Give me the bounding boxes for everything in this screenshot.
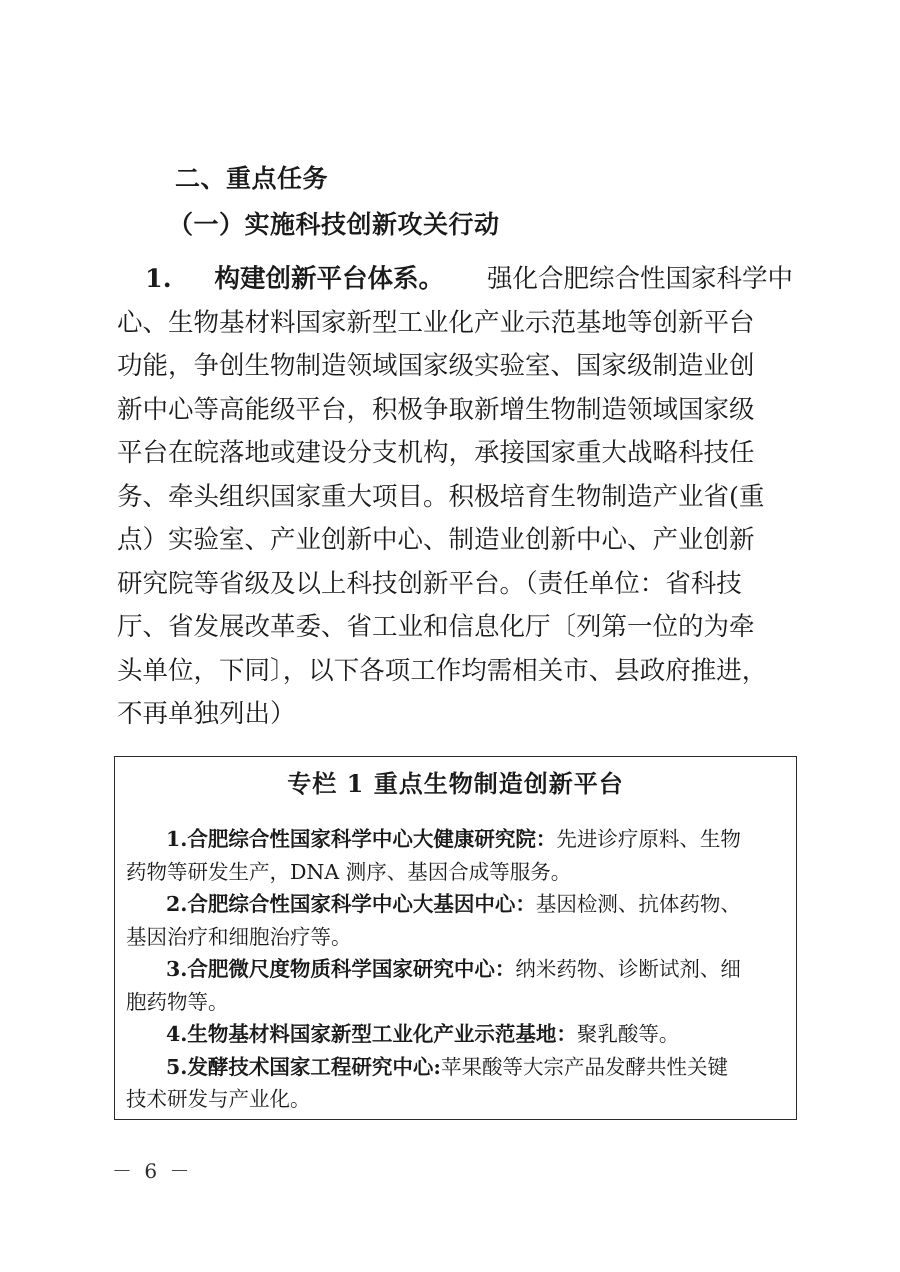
callout-item-number: 1. (166, 827, 188, 851)
body-line: 新中心等高能级平台，积极争取新增生物制造领域国家级 (117, 394, 755, 425)
body-line: 务、牵头组织国家重大项目。积极培育生物制造产业省(重 (117, 481, 765, 512)
list-item (126, 1018, 787, 1051)
callout-item-desc: 苹果酸等大宗产品发酵共性关键 (440, 1054, 728, 1079)
body-paragraph (117, 258, 793, 737)
body-line: 研究院等省级及以上科技创新平台。（责任单位：省科技 (117, 568, 742, 599)
callout-item-desc: 基因检测、抗体药物、 (535, 892, 741, 916)
callout-item-name: 生物基材料国家新型工业化产业示范基地： (187, 1022, 577, 1046)
callout-item-desc-cont: 药物等研发生产，DNA 测序、基因合成等服务。 (126, 859, 572, 884)
body-line: 不再单独列出） (117, 699, 296, 729)
callout-item-name: 合肥综合性国家科学中心大基因中心： (187, 892, 536, 916)
subsection-heading: （一）实施科技创新攻关行动 (168, 210, 500, 239)
body-line: 点）实验室、产业创新中心、制造业创新中心、产业创新 (117, 525, 755, 555)
callout-item-desc-cont: 基因治疗和细胞治疗等。 (126, 924, 352, 949)
list-item (126, 823, 787, 888)
body-line: 心、生物基材料国家新型工业化产业示范基地等创新平台 (117, 307, 755, 338)
callout-item-name: 合肥微尺度物质科学国家研究中心： (187, 957, 516, 981)
callout-item-number: 5. (166, 1054, 188, 1079)
body-line: 厅、省发展改革委、省工业和信息化厅〔列第一位的为牵 (117, 612, 755, 642)
body-line: 平台在皖落地或建设分支机构，承接国家重大战略科技任 (117, 438, 755, 468)
callout-item-head (126, 888, 787, 921)
callout-body (115, 823, 796, 1116)
callout-item-head (126, 823, 787, 856)
list-item (126, 888, 787, 953)
callout-item-number: 4. (166, 1022, 188, 1046)
callout-item-head (126, 1051, 787, 1084)
callout-item-desc: 先进诊疗原料、生物 (556, 827, 741, 851)
callout-item-head (126, 953, 787, 986)
callout-item-desc-cont: 胞药物等。 (126, 989, 229, 1014)
body-item-number: 1. (145, 264, 172, 294)
page-number: － 6 － (112, 1159, 193, 1183)
list-item (126, 1051, 787, 1116)
callout-item-desc-cont: 技术研发与产业化。 (126, 1087, 311, 1111)
callout-box (114, 756, 797, 1120)
body-line-text: 强化合肥综合性国家科学中 (486, 264, 793, 294)
body-line (117, 258, 793, 302)
section-heading: 二、重点任务 (175, 164, 329, 193)
callout-title: 专栏 1 重点生物制造创新平台 (287, 769, 624, 798)
list-item (126, 953, 787, 1018)
callout-item-number: 3. (166, 957, 188, 981)
callout-item-desc: 纳米药物、诊断试剂、细 (515, 957, 741, 981)
callout-item-desc: 聚乳酸等。 (576, 1022, 680, 1046)
body-line: 头单位，下同〕，以下各项工作均需相关市、县政府推进， (117, 655, 768, 686)
callout-item-head (126, 1018, 787, 1051)
body-line: 功能，争创生物制造领域国家级实验室、国家级制造业创 (117, 351, 755, 381)
callout-item-name: 发酵技术国家工程研究中心: (187, 1054, 441, 1079)
callout-item-number: 2. (166, 892, 188, 916)
callout-item-name: 合肥综合性国家科学中心大健康研究院： (187, 827, 557, 851)
body-item-title: 构建创新平台体系。 (214, 264, 445, 294)
